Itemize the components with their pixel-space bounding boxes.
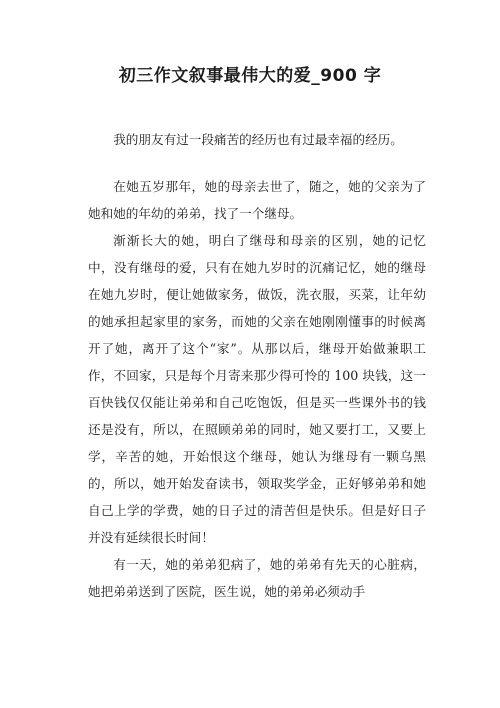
paragraph: 在她五岁那年，她的母亲去世了，随之，她的父亲为了她和她的年幼的弟弟，找了一个继母。 xyxy=(88,179,426,221)
paragraph: 有一天，她的弟弟犯病了，她的弟弟有先天的心脏病，她把弟弟送到了医院，医生说，她的弟弟必须动手 xyxy=(88,557,426,599)
paragraph: 渐渐长大的她，明白了继母和母亲的区别，她的记忆中，没有继母的爱，只有在她九岁时的沉痛记忆，她的继母在她九岁时，便让她做家务，做饭，洗衣服，买菜，让年幼的她承担起家里的家务，而她的父亲在她刚刚懂事的时候离开了她，离开了这个“家”。从那以后，继母开始做兼职工作，不回家，只是每个月寄来那少得可怜的 100 块钱，这一百快钱仅仅能让弟弟和自己吃饱饭，但是买一些课外书的钱还是没有，所以，在照顾弟弟的同时，她又要打工，又要上学，辛苦的她，开始恨这个继母，她认为继母有一颗乌黑的，所以，她开始发奋读书，领取奖学金，正好够弟弟和她自己上学的学费，她的日子过的清苦但是快乐。但是好日子并没有延续很长时间！ xyxy=(88,233,426,545)
paragraph: 我的朋友有过一段痛苦的经历也有过最幸福的经历。 xyxy=(113,132,403,147)
document-body xyxy=(88,126,426,605)
document-title: 初三作文叙事最伟大的爱_900 字 xyxy=(118,66,382,86)
